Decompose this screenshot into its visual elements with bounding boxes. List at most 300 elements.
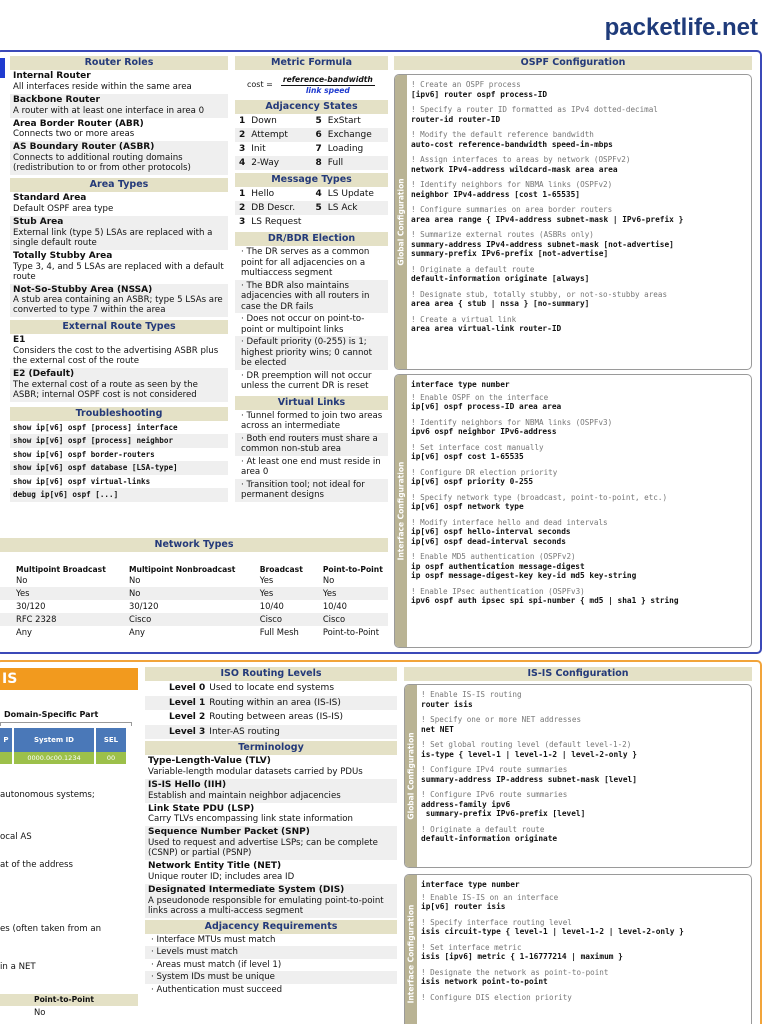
term-block <box>145 779 397 803</box>
nsap-field-label: System ID <box>14 728 94 752</box>
network-type-cell: Yes <box>307 587 388 600</box>
state-number: 1 <box>239 188 246 199</box>
network-types-table <box>0 552 388 639</box>
isis-left-table-value: No <box>34 1007 46 1017</box>
network-type-header: Multipoint Nonbroadcast <box>128 565 236 574</box>
config-entry <box>411 130 749 149</box>
term-block <box>10 192 228 216</box>
isis-left-fragment: es (often taken from an <box>0 924 102 934</box>
term-name: Internal Router <box>13 71 91 81</box>
network-type-cell: 10/40 <box>322 601 347 612</box>
adjacency-req-header: Adjacency Requirements <box>145 920 397 934</box>
config-entry <box>411 315 749 334</box>
note-item: · The BDR also maintains adjacencies with all routers in case the DR fails <box>235 280 388 314</box>
state-number: 7 <box>315 143 322 154</box>
state-row <box>235 187 388 201</box>
config-command: area area { stub | nssa } [no-summary] <box>411 299 590 308</box>
isis-interface-sidebar: Interface Configuration <box>405 875 417 1024</box>
note-item: · Authentication must succeed <box>151 984 283 995</box>
term-block <box>145 860 397 884</box>
routing-level-desc: Routing between areas (IS-IS) <box>209 712 344 722</box>
network-type-row <box>0 613 388 626</box>
isis-left-fragment: ocal AS <box>0 832 32 842</box>
config-command: ip[v6] ospf cost 1-65535 <box>411 452 524 461</box>
state-name: DB Descr. <box>251 202 296 213</box>
isis-nsap <box>0 710 138 764</box>
config-comment: ! Enable OSPF on the interface <box>411 392 549 402</box>
config-command: ip ospf authentication message-digest ip ospf message-digest-key key-id md5 key-string <box>411 561 637 580</box>
state-cell <box>235 189 312 200</box>
term-name: Area Border Router (ABR) <box>13 118 144 129</box>
config-comment: ! Enable IS-IS on an interface <box>421 892 559 902</box>
network-type-row <box>0 587 388 600</box>
troubleshooting-command: show ip[v6] ospf border-routers <box>13 449 155 459</box>
note-item: · DR preemption will not occur unless the current DR is reset <box>241 370 372 391</box>
virtual-links-notes <box>235 410 388 502</box>
term-desc: A pseudonode responsible for emulating point-to-point links across a multi-access segment <box>148 895 384 916</box>
config-entry <box>421 765 749 784</box>
config-command: [ipv6] router ospf process-ID <box>411 89 548 99</box>
state-row <box>235 156 388 170</box>
state-number: 4 <box>315 188 322 199</box>
note-item: · Both end routers must share a common non-stub area <box>235 433 388 456</box>
config-comment: ! Enable IPsec authentication (OSPFv3) <box>411 586 585 596</box>
ospf-col2 <box>235 56 388 502</box>
isis-global-sidebar: Global Configuration <box>405 685 417 867</box>
term-desc: External link (type 5) LSAs are replaced with a single default route <box>13 227 213 248</box>
nsap-label: Domain-Specific Part <box>4 710 99 719</box>
network-type-row <box>0 600 388 613</box>
term-desc: Carry TLVs encompassing link state information <box>148 814 353 825</box>
config-command: isis [ipv6] metric { 1-16777214 | maximum } <box>421 952 623 961</box>
config-entry <box>411 587 749 606</box>
term-name: Standard Area <box>13 193 87 204</box>
term-desc: Variable-length modular datasets carried by PDUs <box>148 766 363 777</box>
isis-left-fragment: autonomous systems; <box>0 790 95 800</box>
config-command: default-information originate [always] <box>411 274 590 283</box>
config-command: network IPv4-address wildcard-mask area area <box>411 164 618 174</box>
config-entry <box>411 105 749 124</box>
metric-denominator: link speed <box>305 85 350 95</box>
term-name: Totally Stubby Area <box>13 250 113 261</box>
state-row <box>235 142 388 156</box>
nsap-field-value <box>0 752 12 764</box>
config-comment: ! Originate a default route <box>411 264 535 274</box>
network-type-cell: Point-to-Point <box>322 627 380 638</box>
config-command: ipv6 ospf neighbor IPv6-address <box>411 427 557 436</box>
routing-level <box>145 710 397 725</box>
routing-levels-header: ISO Routing Levels <box>145 667 397 681</box>
note-item: · Levels must match <box>145 946 397 959</box>
isis-left-fragment: at of the address <box>0 860 73 870</box>
state-number: 6 <box>315 129 322 140</box>
nsap-field-value: 0000.0c00.1234 <box>14 752 94 764</box>
network-type-cell: No <box>113 587 244 600</box>
state-name: 2-Way <box>251 157 280 168</box>
config-comment: ! Specify one or more NET addresses <box>421 715 582 724</box>
isis-tab: IS <box>0 668 138 690</box>
nsap-field-label: P <box>0 728 12 752</box>
state-cell <box>235 203 312 214</box>
term-name: AS Boundary Router (ASBR) <box>13 142 155 153</box>
config-command: isis circuit-type { level-1 | level-1-2 | level-2-only } <box>421 927 684 936</box>
term-block <box>10 250 228 284</box>
config-comment: ! Set interface cost manually <box>411 442 544 452</box>
note-item: · At least one end must reside in area 0 <box>241 456 381 477</box>
term-block <box>145 755 397 779</box>
state-name: Loading <box>327 143 364 154</box>
network-type-cell: No <box>322 575 335 586</box>
term-block <box>10 70 228 94</box>
network-type-cell: 30/120 <box>128 601 159 612</box>
config-command: ip[v6] ospf priority 0-255 <box>411 477 534 486</box>
config-comment: ! Specify interface routing level <box>421 917 572 927</box>
config-command: summary-address IPv4-address subnet-mask [not-advertise] summary-prefix IPv6-prefix [not-advertise] <box>411 239 674 258</box>
state-number: 4 <box>239 157 246 168</box>
state-number: 1 <box>239 115 246 126</box>
config-command: router-id router-ID <box>411 114 501 124</box>
state-number: 3 <box>239 143 246 154</box>
config-entry <box>411 552 749 581</box>
terminology-header: Terminology <box>145 741 397 755</box>
adjacency-states-grid <box>235 114 388 170</box>
state-cell <box>312 116 389 127</box>
troubleshooting-list <box>10 421 228 502</box>
term-desc: Type 3, 4, and 5 LSAs are replaced with a default route <box>13 261 224 282</box>
state-cell <box>312 158 389 169</box>
state-cell <box>235 130 312 141</box>
config-entry <box>421 740 749 759</box>
area-types-list <box>10 192 228 317</box>
config-comment: ! Originate a default route <box>421 824 545 834</box>
state-row <box>235 114 388 128</box>
ospf-config-header: OSPF Configuration <box>394 56 752 70</box>
troubleshooting-command: show ip[v6] ospf [process] neighbor <box>10 434 228 448</box>
nsap-field <box>96 728 126 764</box>
term-block <box>10 141 228 175</box>
note-item: · Areas must match (if level 1) <box>151 959 282 970</box>
config-command: area area range { IPv4-address subnet-mask | IPv6-prefix } <box>411 214 684 224</box>
nsap-field <box>14 728 94 764</box>
router-roles-list <box>10 70 228 175</box>
config-command: isis network point-to-point <box>421 977 548 986</box>
term-desc: Considers the cost to the advertising ASBR plus the external cost of the route <box>13 346 219 367</box>
routing-level-name: Level 2 <box>169 712 206 722</box>
isis-left-table <box>0 994 138 1019</box>
state-name: Attempt <box>251 129 288 140</box>
config-comment: ! Specify a router ID formatted as IPv4 dotted-decimal <box>411 105 658 114</box>
term-block <box>10 216 228 250</box>
note-item: · Interface MTUs must match <box>151 934 276 945</box>
term-desc: The external cost of a route as seen by the ASBR; internal OSPF cost is not considered <box>13 379 198 400</box>
routing-level <box>145 725 397 740</box>
config-entry <box>421 690 749 709</box>
config-command: ip[v6] ospf process-ID area area <box>411 402 562 411</box>
term-name: Designated Intermediate System (DIS) <box>148 884 345 895</box>
network-type-cell: 10/40 <box>259 601 284 612</box>
config-command: area area virtual-link router-ID <box>411 324 562 333</box>
nsap-field <box>0 728 12 764</box>
config-command: ip[v6] ospf hello-interval seconds ip[v6] ospf dead-interval seconds <box>411 527 571 546</box>
network-type-cell: Yes <box>0 587 113 600</box>
network-type-header: Multipoint Broadcast <box>16 565 106 574</box>
config-command: summary-address IP-address subnet-mask [level] <box>421 774 637 784</box>
config-comment: ! Enable MD5 authentication (OSPFv2) <box>411 552 576 561</box>
config-entry <box>421 943 749 962</box>
network-type-cell: Yes <box>259 575 274 586</box>
state-name: LS Request <box>251 216 302 227</box>
virtual-links-header: Virtual Links <box>235 396 388 410</box>
nsap-field-value: 00 <box>96 752 126 764</box>
config-comment: ! Identify neighbors for NBMA links (OSPFv2) <box>411 180 613 189</box>
network-type-cell: Yes <box>244 587 307 600</box>
note-item: · Default priority (0-255) is 1; highest priority wins; 0 cannot be elected <box>235 336 388 370</box>
config-entry <box>411 418 749 437</box>
config-comment: ! Configure IPv6 route summaries <box>421 790 568 799</box>
config-comment: ! Set interface metric <box>421 942 522 952</box>
config-entry <box>421 968 749 987</box>
isis-config-header: IS-IS Configuration <box>404 667 752 681</box>
network-type-header: Point-to-Point <box>322 565 383 574</box>
config-command: net NET <box>421 724 454 734</box>
terminology-list <box>145 755 397 918</box>
metric-numerator: reference-bandwidth <box>282 75 373 85</box>
config-command: default-information originate <box>421 834 558 843</box>
isis-configuration <box>404 667 752 681</box>
config-comment: ! Modify interface hello and dead intervals <box>411 517 608 527</box>
ospf-configuration <box>394 56 752 70</box>
config-comment: ! Create a virtual link <box>411 314 517 324</box>
term-block <box>10 94 228 118</box>
state-number: 5 <box>315 202 322 213</box>
network-type-cell: Cisco <box>244 613 307 626</box>
config-entry <box>411 80 749 99</box>
metric-formula-header: Metric Formula <box>235 56 388 70</box>
ospf-interface-header: interface type number <box>411 380 510 389</box>
state-name: Full <box>327 157 344 168</box>
network-types-header: Network Types <box>0 538 388 552</box>
state-cell <box>312 130 389 141</box>
note-item: · Transition tool; not ideal for permanent designs <box>235 479 388 502</box>
config-comment: ! Identify neighbors for NBMA links (OSPFv3) <box>411 417 613 427</box>
troubleshooting-command: show ip[v6] ospf virtual-links <box>13 476 151 486</box>
config-entry <box>411 493 749 512</box>
state-number: 3 <box>239 216 246 227</box>
config-command: neighbor IPv4-address [cost 1-65535] <box>411 189 580 199</box>
network-type-header: Broadcast <box>259 565 303 574</box>
config-command: is-type { level-1 | level-1-2 | level-2-only } <box>421 749 637 759</box>
nsap-field-label: SEL <box>96 728 126 752</box>
dr-bdr-notes <box>235 246 388 393</box>
routing-level-name: Level 3 <box>169 726 206 737</box>
ospf-global-sidebar: Global Configuration <box>395 75 407 369</box>
config-comment: ! Designate the network as point-to-point <box>421 967 609 977</box>
isis-interface-config <box>404 874 752 1024</box>
config-comment: ! Assign interfaces to areas by network (OSPFv2) <box>411 155 631 164</box>
adjacency-states-header: Adjacency States <box>235 100 388 114</box>
config-entry <box>411 180 749 199</box>
state-cell <box>312 144 389 155</box>
config-entry <box>411 443 749 462</box>
term-name: E1 <box>13 335 26 346</box>
isis-left-table-header: Point-to-Point <box>0 994 138 1006</box>
config-command: router isis <box>421 699 473 709</box>
state-name: Init <box>251 143 266 154</box>
config-entry <box>411 393 749 412</box>
term-desc: All interfaces reside within the same area <box>13 81 192 92</box>
state-row <box>235 201 388 215</box>
config-entry <box>421 825 749 844</box>
routing-level-desc: Used to locate end systems <box>209 683 335 693</box>
routing-level <box>145 696 397 711</box>
config-entry <box>421 893 749 912</box>
term-name: Not-So-Stubby Area (NSSA) <box>13 284 153 295</box>
message-types-header: Message Types <box>235 173 388 187</box>
term-block <box>10 334 228 368</box>
network-type-cell: No <box>128 575 141 586</box>
state-row <box>235 215 388 229</box>
config-entry <box>421 993 749 1003</box>
term-name: Link State PDU (LSP) <box>148 803 255 814</box>
term-name: Stub Area <box>13 216 64 227</box>
note-item: · The DR serves as a common point for all adjacencies on a multiaccess segment <box>241 247 370 278</box>
term-desc: A stub area containing an ASBR; type 5 LSAs are converted to type 7 within the area <box>13 295 223 316</box>
term-block <box>145 826 397 860</box>
config-entry <box>411 290 749 309</box>
config-comment: ! Specify network type (broadcast, point-to-point, etc.) <box>411 492 668 502</box>
dr-bdr-header: DR/BDR Election <box>235 232 388 246</box>
config-entry <box>421 790 749 819</box>
network-type-cell: Cisco <box>307 613 388 626</box>
ospf-col1 <box>10 56 228 502</box>
config-comment: ! Configure summaries on area border routers <box>411 205 613 214</box>
term-name: IS-IS Hello (IIH) <box>148 779 227 790</box>
state-name: LS Update <box>327 188 374 199</box>
network-type-cell: Any <box>128 627 145 638</box>
network-type-cell: Any <box>16 627 32 638</box>
config-comment: ! Configure DIS election priority <box>421 992 572 1002</box>
config-entry <box>411 155 749 174</box>
term-desc: A router with at least one interface in area 0 <box>13 105 205 116</box>
isis-interface-header: interface type number <box>421 880 520 889</box>
isis-col2 <box>145 667 397 996</box>
config-entry <box>411 205 749 224</box>
routing-level <box>145 681 397 696</box>
term-desc: Unique router ID; includes area ID <box>148 871 295 882</box>
term-desc: Connects to additional routing domains (redistribution to or from other protocols) <box>13 153 191 174</box>
ospf-interface-config <box>394 374 752 648</box>
state-cell <box>312 189 389 200</box>
config-comment: ! Configure DR election priority <box>411 467 558 477</box>
metric-formula <box>235 70 388 100</box>
network-type-cell: Full Mesh <box>259 627 299 638</box>
term-block <box>10 118 228 142</box>
config-comment: ! Modify the default reference bandwidth <box>411 130 594 139</box>
config-comment: ! Create an OSPF process <box>411 80 521 89</box>
config-command: ipv6 ospf auth ipsec spi spi-number { md5 | sha1 } string <box>411 596 679 605</box>
troubleshooting-command: show ip[v6] ospf [process] interface <box>13 422 178 432</box>
term-desc: Establish and maintain neighbor adjacencies <box>148 790 341 801</box>
state-number: 8 <box>315 157 322 168</box>
troubleshooting-header: Troubleshooting <box>10 407 228 421</box>
term-name: Network Entity Title (NET) <box>148 861 282 872</box>
state-name: LS Ack <box>327 202 358 213</box>
config-command: auto-cost reference-bandwidth speed-in-mbps <box>411 139 613 149</box>
routing-level-name: Level 1 <box>169 697 206 708</box>
isis-left-fragment: in a NET <box>0 962 36 972</box>
state-name: Exchange <box>327 129 372 140</box>
isis-global-config <box>404 684 752 868</box>
term-name: Backbone Router <box>13 94 100 105</box>
state-name: Hello <box>251 188 275 199</box>
state-cell <box>312 203 389 214</box>
term-block <box>10 284 228 318</box>
state-row <box>235 128 388 142</box>
message-types-grid <box>235 187 388 229</box>
config-comment: ! Configure IPv4 route summaries <box>421 765 568 774</box>
note-item: · System IDs must be unique <box>145 971 397 984</box>
config-entry <box>411 230 749 259</box>
troubleshooting-command: debug ip[v6] ospf [...] <box>10 488 228 502</box>
term-desc: Default OSPF area type <box>13 203 114 214</box>
network-type-cell: RFC 2328 <box>0 613 113 626</box>
term-block <box>145 803 397 827</box>
network-type-cell: Cisco <box>113 613 244 626</box>
external-route-types-header: External Route Types <box>10 320 228 334</box>
term-desc: Connects two or more areas <box>13 129 135 140</box>
network-types <box>0 538 388 639</box>
metric-formula-lhs: cost = <box>247 80 273 90</box>
state-number: 2 <box>239 202 246 213</box>
state-cell <box>235 116 312 127</box>
config-entry <box>421 715 749 734</box>
network-type-cell: 30/120 <box>16 601 46 612</box>
term-name: E2 (Default) <box>13 369 75 380</box>
term-block <box>145 884 397 918</box>
term-block <box>10 368 228 402</box>
config-command: ip[v6] ospf network type <box>411 502 524 511</box>
network-type-row <box>0 626 388 639</box>
state-number: 5 <box>315 115 322 126</box>
config-comment: ! Enable IS-IS routing <box>421 690 522 699</box>
term-desc: Used to request and advertise LSPs; can be complete (CSNP) or partial (PSNP) <box>148 838 378 859</box>
adjacency-requirements-notes <box>145 934 397 997</box>
brand-title: packetlife.net <box>604 14 758 41</box>
state-name: ExStart <box>327 115 361 126</box>
network-type-cell: No <box>16 575 28 586</box>
routing-levels-list <box>145 681 397 739</box>
config-entry <box>411 468 749 487</box>
routing-level-name: Level 0 <box>169 683 206 693</box>
config-entry <box>411 265 749 284</box>
state-name: Down <box>251 115 277 126</box>
area-types-header: Area Types <box>10 178 228 192</box>
note-item: · Does not occur on point-to-point or multipoint links <box>241 314 365 335</box>
network-type-row <box>0 574 388 587</box>
config-entry <box>421 918 749 937</box>
config-comment: ! Summarize external routes (ASBRs only) <box>411 230 594 239</box>
routing-level-desc: Inter-AS routing <box>209 726 280 737</box>
ospf-interface-sidebar: Interface Configuration <box>395 375 407 647</box>
routing-level-desc: Routing within an area (IS-IS) <box>209 697 341 708</box>
ospf-tab-marker <box>0 58 5 78</box>
state-number: 2 <box>239 129 246 140</box>
state-cell <box>235 217 312 228</box>
config-command: ip[v6] router isis <box>421 902 506 911</box>
external-route-types-list <box>10 334 228 402</box>
config-command: address-family ipv6 summary-prefix IPv6-prefix [level] <box>421 799 586 818</box>
term-name: Sequence Number Packet (SNP) <box>148 827 310 838</box>
